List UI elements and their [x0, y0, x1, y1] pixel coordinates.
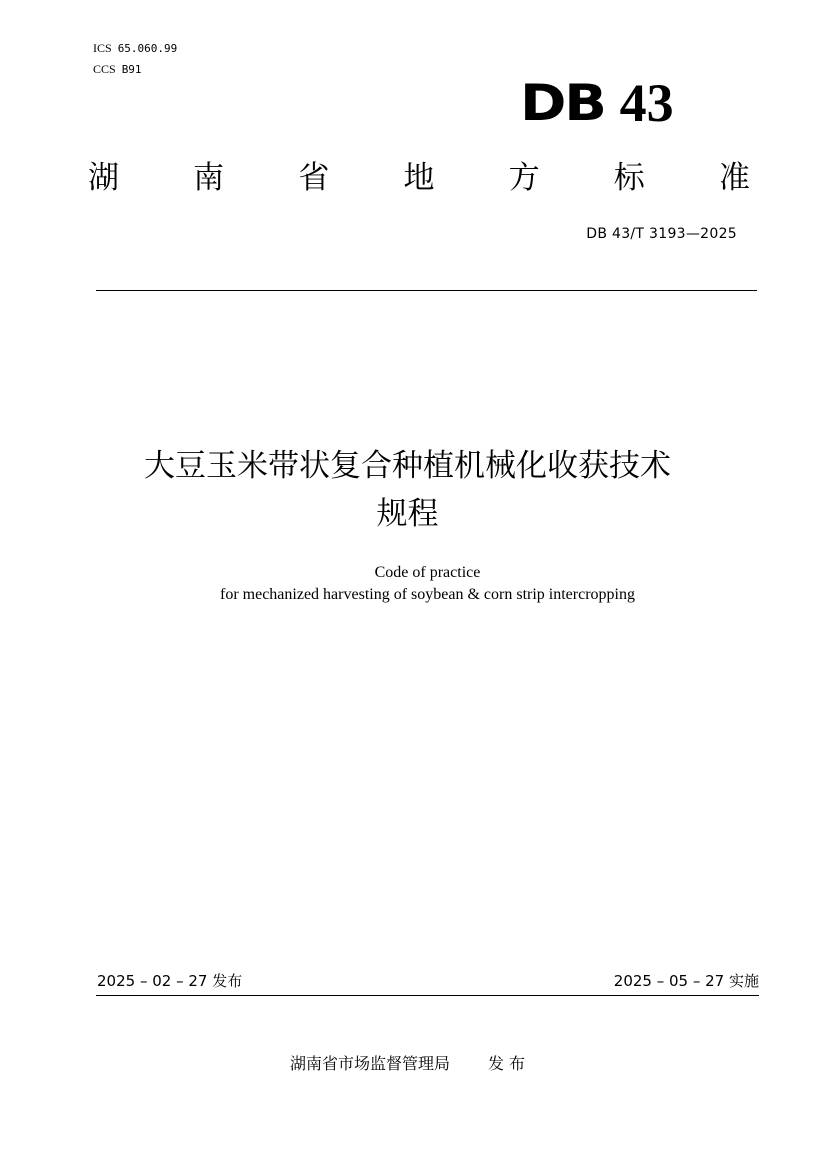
standard-type-char: 标 — [613, 160, 645, 196]
issuer-action: 发 布 — [487, 1054, 526, 1073]
db-logo-letters: DB — [520, 74, 605, 132]
chinese-title-line-1: 大豆玉米带状复合种植机械化收获技术 — [144, 448, 671, 484]
chinese-title-line-2: 规程 — [376, 496, 439, 532]
bottom-divider — [96, 995, 759, 996]
standard-type-char: 准 — [718, 160, 750, 196]
issue-date: 2025 – 02 – 27 发布 — [97, 972, 243, 990]
standard-type-char: 省 — [298, 160, 330, 196]
standard-type-char: 方 — [508, 160, 540, 196]
standard-type-char: 湖 — [88, 160, 119, 196]
ccs-code: B91 — [121, 63, 142, 76]
db-logo — [520, 73, 674, 133]
standard-number: DB 43/T 3193—2025 — [586, 226, 737, 242]
ics-code: 65.060.99 — [117, 42, 178, 55]
english-title-line-1: Code of practice — [374, 564, 481, 581]
issuer-name: 湖南省市场监督管理局 — [289, 1054, 450, 1073]
english-title-line-2: for mechanized harvesting of soybean & corn strip intercropping — [220, 586, 635, 603]
ics-classification — [93, 40, 177, 57]
chinese-title — [80, 442, 735, 538]
issuing-authority — [0, 1053, 815, 1075]
implementation-date: 2025 – 05 – 27 实施 — [613, 972, 759, 990]
standard-type-char: 南 — [193, 160, 225, 196]
english-title — [80, 562, 775, 606]
standard-type-heading — [88, 158, 750, 198]
db-logo-number: 43 — [619, 73, 674, 133]
top-divider — [96, 290, 757, 291]
ics-label: ICS — [93, 41, 112, 55]
ccs-label: CCS — [93, 62, 116, 76]
standard-type-char: 地 — [403, 160, 435, 196]
ccs-classification — [93, 61, 142, 78]
